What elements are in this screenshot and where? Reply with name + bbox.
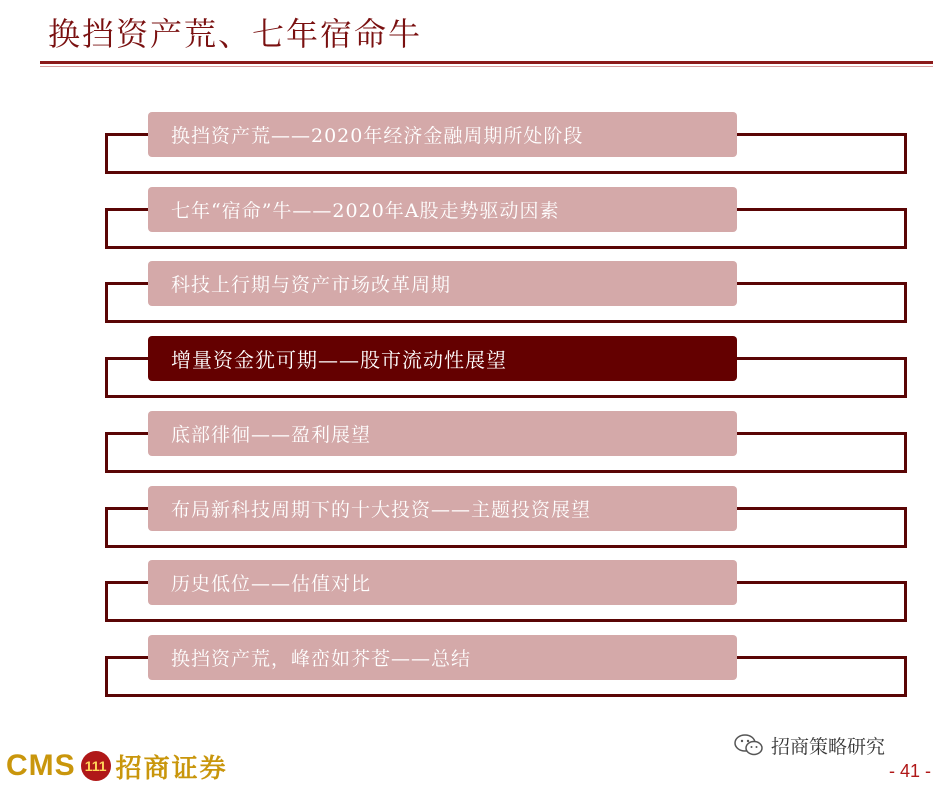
toc-item-label: 七年“宿命”牛——2020年A股走势驱动因素 (171, 200, 560, 222)
logo-text: CMS (6, 749, 76, 782)
toc-item[interactable] (0, 336, 945, 402)
wechat-watermark (733, 731, 885, 759)
toc-item-bar (148, 187, 737, 232)
toc-item-bar (148, 112, 737, 157)
page-title: 换挡资产荒、七年宿命牛 (48, 15, 423, 53)
toc-item-label: 底部徘徊——盈利展望 (171, 424, 372, 446)
toc-item[interactable] (0, 411, 945, 477)
toc-item[interactable] (0, 187, 945, 253)
title-divider (40, 61, 933, 64)
wechat-account-name: 招商策略研究 (771, 735, 886, 758)
cms-logo (6, 748, 228, 784)
toc-item[interactable] (0, 635, 945, 701)
toc-item-bar (148, 411, 737, 456)
toc-item[interactable] (0, 261, 945, 327)
toc-item-label: 历史低位——估值对比 (171, 573, 372, 595)
toc-item-bar (148, 560, 737, 605)
toc-item-label: 换挡资产荒，峰峦如芥苍——总结 (171, 648, 472, 670)
toc-item-label: 布局新科技周期下的十大投资——主题投资展望 (171, 499, 592, 521)
page-number: - 41 - (888, 761, 931, 781)
logo-badge: 111 (81, 751, 111, 781)
toc-item-bar (148, 486, 737, 531)
toc-item[interactable] (0, 560, 945, 626)
logo-chinese-name: 招商证券 (115, 753, 228, 784)
title-divider-thin (40, 66, 933, 67)
toc-item-bar-active (148, 336, 737, 381)
toc-item-label: 换挡资产荒——2020年经济金融周期所处阶段 (171, 125, 584, 147)
toc-item-bar (148, 261, 737, 306)
toc-item[interactable] (0, 486, 945, 552)
toc-item-bar (148, 635, 737, 680)
toc-item-label: 增量资金犹可期——股市流动性展望 (171, 348, 507, 372)
toc-item-label: 科技上行期与资产市场改革周期 (171, 274, 452, 296)
toc-item[interactable] (0, 112, 945, 178)
wechat-icon (733, 733, 765, 757)
